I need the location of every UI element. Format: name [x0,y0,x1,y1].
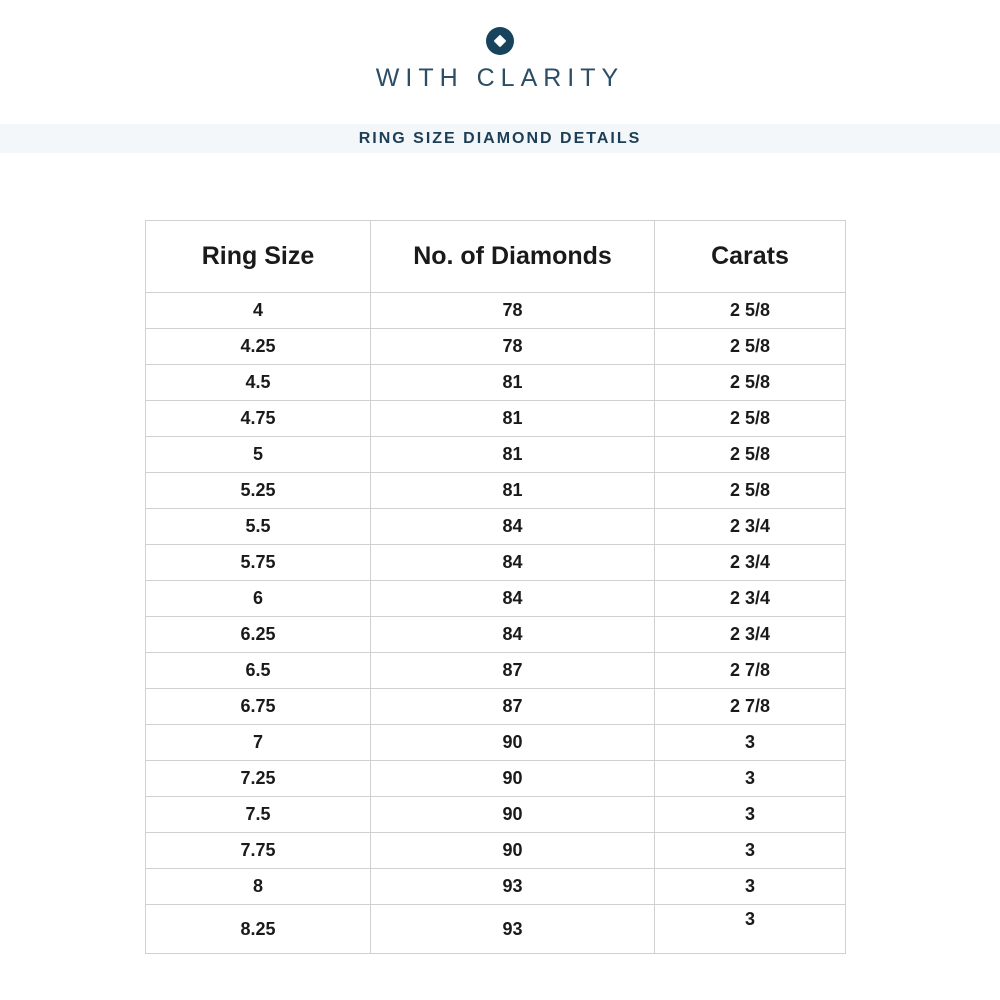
table-row [146,293,846,329]
table-row [146,725,846,761]
table-cell: 7.5 [146,797,371,833]
table-cell: 87 [371,689,655,725]
table-row [146,545,846,581]
table-cell: 2 3/4 [655,509,846,545]
table-cell: 90 [371,797,655,833]
table-row [146,797,846,833]
table-cell: 5.75 [146,545,371,581]
table-cell: 3 [655,725,846,761]
table-cell: 93 [371,869,655,905]
table-cell: 4.75 [146,401,371,437]
table-cell: 2 5/8 [655,401,846,437]
table-cell: 81 [371,437,655,473]
table-row [146,617,846,653]
brand-logo-icon [486,27,514,55]
table-cell: 84 [371,509,655,545]
table-row [146,401,846,437]
table-row [146,833,846,869]
table-cell: 2 3/4 [655,617,846,653]
table-cell: 78 [371,293,655,329]
table-cell: 3 [655,905,846,954]
table-row [146,365,846,401]
table-cell: 3 [655,869,846,905]
table-cell: 8.25 [146,905,371,954]
table-row [146,869,846,905]
table-header-row [146,221,846,293]
table-cell: 6.5 [146,653,371,689]
table-cell: 8 [146,869,371,905]
table-cell: 3 [655,833,846,869]
diamond-icon [494,35,507,48]
table-cell: 2 5/8 [655,329,846,365]
table-cell: 87 [371,653,655,689]
table-cell: 7.75 [146,833,371,869]
table-cell: 6.75 [146,689,371,725]
table-cell: 7.25 [146,761,371,797]
table-cell: 4.5 [146,365,371,401]
table-row [146,653,846,689]
table-row [146,473,846,509]
table-cell: 3 [655,761,846,797]
table-cell: 2 5/8 [655,365,846,401]
table-cell: 81 [371,473,655,509]
table-cell: 2 3/4 [655,545,846,581]
table-cell: 84 [371,581,655,617]
table-row [146,437,846,473]
column-header: Ring Size [146,221,371,293]
table-cell: 5.25 [146,473,371,509]
table-cell: 84 [371,545,655,581]
diamond-details-table-wrap [145,220,846,954]
table-cell: 2 5/8 [655,293,846,329]
table-row [146,905,846,954]
table-row [146,689,846,725]
banner-title: RING SIZE DIAMOND DETAILS [358,130,642,147]
table-cell: 5 [146,437,371,473]
table-cell: 4 [146,293,371,329]
table-cell: 84 [371,617,655,653]
section-banner [0,124,1000,153]
table-cell: 2 5/8 [655,437,846,473]
table-cell: 90 [371,833,655,869]
table-cell: 3 [655,797,846,833]
table-cell: 5.5 [146,509,371,545]
table-cell: 90 [371,725,655,761]
table-cell: 6 [146,581,371,617]
table-cell: 7 [146,725,371,761]
table-cell: 2 5/8 [655,473,846,509]
table-cell: 2 7/8 [655,653,846,689]
table-cell: 6.25 [146,617,371,653]
brand-wordmark: WITH CLARITY [375,64,625,92]
table-cell: 2 3/4 [655,581,846,617]
table-row [146,509,846,545]
brand-header [0,0,1000,93]
table-cell: 81 [371,365,655,401]
table-cell: 93 [371,905,655,954]
column-header: Carats [655,221,846,293]
table-row [146,329,846,365]
table-cell: 2 7/8 [655,689,846,725]
ring-size-table [145,220,846,954]
table-row [146,581,846,617]
column-header: No. of Diamonds [371,221,655,293]
table-cell: 78 [371,329,655,365]
table-body [146,293,846,954]
table-cell: 4.25 [146,329,371,365]
table-cell: 81 [371,401,655,437]
table-row [146,761,846,797]
table-cell: 90 [371,761,655,797]
